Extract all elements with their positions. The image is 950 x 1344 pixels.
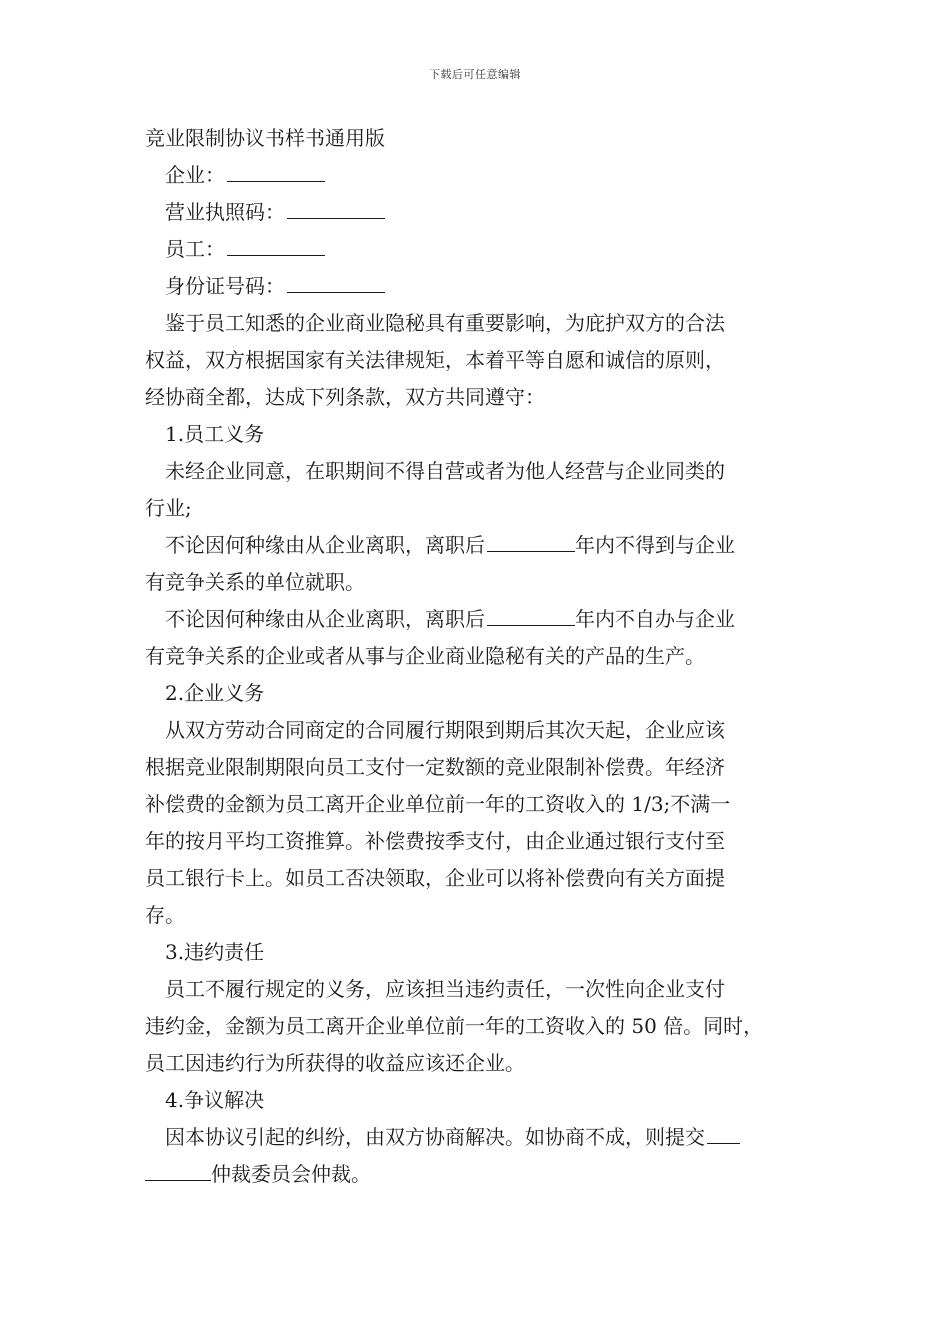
- blank-line[interactable]: [227, 233, 325, 256]
- blank-line[interactable]: [707, 1121, 740, 1144]
- field-label: 员工：: [165, 237, 225, 261]
- page-header: 下载后可任意编辑: [429, 68, 521, 81]
- paragraph-line: [145, 527, 809, 564]
- paragraph-line: 根据竞业限制期限向员工支付一定数额的竞业限制补偿费。年经济: [145, 755, 725, 779]
- blank-line[interactable]: [227, 159, 325, 182]
- document-title: 竞业限制协议书样书通用版: [145, 126, 385, 150]
- paragraph-line: 年的按月平均工资推算。补偿费按季支付，由企业通过银行支付至: [145, 829, 725, 853]
- text-segment: 年内不得到与企业: [575, 533, 735, 557]
- blank-line[interactable]: [487, 529, 575, 552]
- paragraph-line: 行业;: [145, 496, 192, 520]
- text-segment: 不论因何种缘由从企业离职，离职后: [165, 607, 485, 631]
- paragraph-line: [145, 1119, 809, 1156]
- paragraph-line: [145, 1156, 809, 1193]
- blank-line[interactable]: [145, 1158, 211, 1181]
- text-segment: 因本协议引起的纠纷，由双方协商解决。如协商不成，则提交: [165, 1125, 705, 1149]
- paragraph-line: 员工银行卡上。如员工否决领取，企业可以将补偿费向有关方面提: [145, 866, 725, 890]
- paragraph-line: 存。: [145, 903, 185, 927]
- paragraph-line: 员工因违约行为所获得的收益应该还企业。: [145, 1051, 525, 1075]
- paragraph-line: 补偿费的金额为员工离开企业单位前一年的工资收入的 1/3;不满一: [145, 792, 731, 816]
- blank-line[interactable]: [487, 603, 575, 626]
- paragraph-line: 从双方劳动合同商定的合同履行期限到期后其次天起，企业应该: [165, 718, 725, 742]
- field-company: [145, 157, 809, 194]
- field-id-number: [145, 268, 809, 305]
- intro-line: 鉴于员工知悉的企业商业隐秘具有重要影响，为庇护双方的合法: [165, 311, 725, 335]
- field-employee: [145, 231, 809, 268]
- paragraph-line: 未经企业同意，在职期间不得自营或者为他人经营与企业同类的: [165, 459, 725, 483]
- paragraph-line: 员工不履行规定的义务，应该担当违约责任，一次性向企业支付: [165, 977, 725, 1001]
- blank-line[interactable]: [287, 196, 385, 219]
- field-license: [145, 194, 809, 231]
- field-label: 身份证号码：: [165, 274, 285, 298]
- intro-line: 经协商全都，达成下列条款，双方共同遵守：: [145, 385, 545, 409]
- blank-line[interactable]: [287, 270, 385, 293]
- paragraph-line: 有竞争关系的单位就职。: [145, 570, 365, 594]
- section-heading: 1.员工义务: [165, 422, 265, 446]
- section-heading: 3.违约责任: [165, 940, 265, 964]
- text-segment: 年内不自办与企业: [575, 607, 735, 631]
- section-heading: 2.企业义务: [165, 681, 265, 705]
- paragraph-line: 违约金，金额为员工离开企业单位前一年的工资收入的 50 倍。同时，: [145, 1014, 764, 1038]
- paragraph-line: [145, 601, 809, 638]
- field-label: 营业执照码：: [165, 200, 285, 224]
- intro-line: 权益，双方根据国家有关法律规矩，本着平等自愿和诚信的原则，: [145, 348, 725, 372]
- text-segment: 仲裁委员会仲裁。: [211, 1162, 371, 1186]
- document-body: [145, 120, 809, 1193]
- section-heading: 4.争议解决: [165, 1088, 265, 1112]
- text-segment: 不论因何种缘由从企业离职，离职后: [165, 533, 485, 557]
- field-label: 企业：: [165, 163, 225, 187]
- paragraph-line: 有竞争关系的企业或者从事与企业商业隐秘有关的产品的生产。: [145, 644, 705, 668]
